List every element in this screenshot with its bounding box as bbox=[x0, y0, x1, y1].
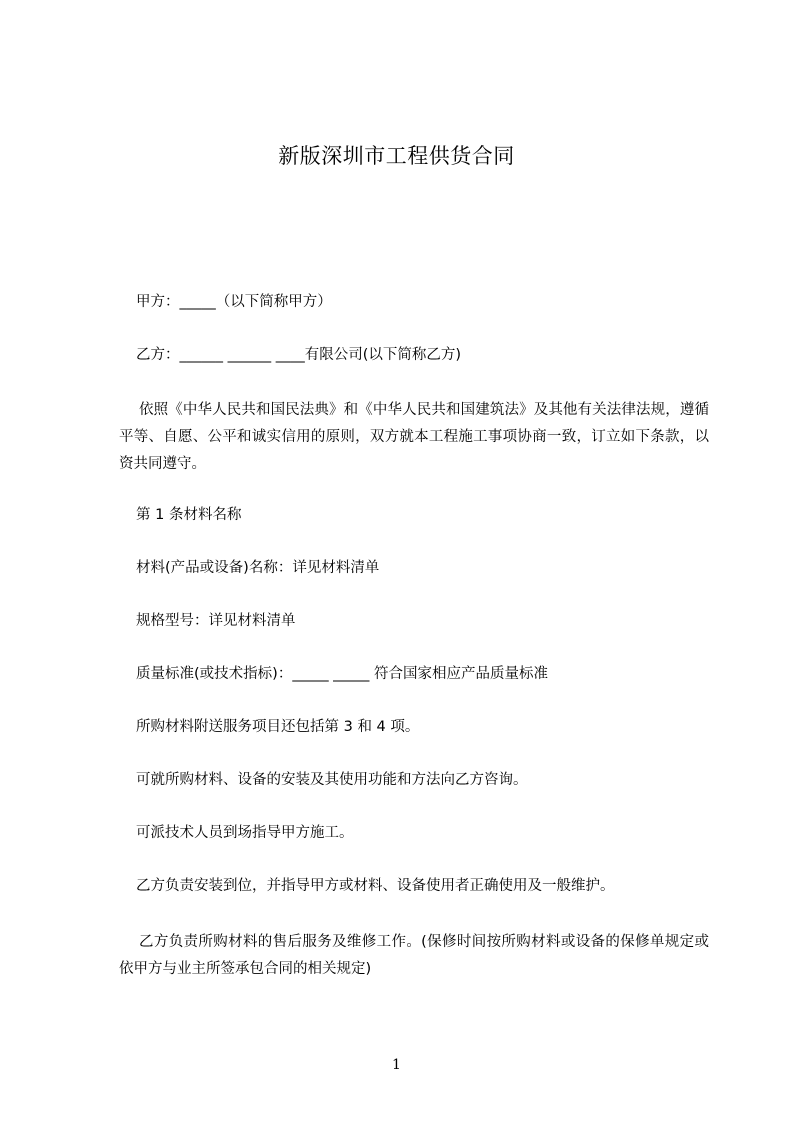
document-title: 新版深圳市工程供货合同 bbox=[278, 144, 515, 168]
article-1-heading: 第 1 条材料名称 bbox=[136, 507, 242, 523]
service-2-line: 可派技术人员到场指导甲方施工。 bbox=[136, 825, 354, 841]
service-3-line: 乙方负责安装到位，并指导甲方或材料、设备使用者正确使用及一般维护。 bbox=[136, 878, 615, 894]
page-number: 1 bbox=[392, 1057, 401, 1073]
preamble-paragraph: 依照《中华人民共和国民法典》和《中华人民共和国建筑法》及其他有关法律法规，遵循平等、自愿、公平和诚实信用的原则，双方就本工程施工事项协商一致，订立如下条款，以资共同遵守。 bbox=[119, 402, 709, 472]
quality-standard-line: 质量标准(或技术指标)：_____ _____ 符合国家相应产品质量标准 bbox=[136, 666, 549, 682]
party-a-line: 甲方：_____（以下简称甲方） bbox=[136, 294, 332, 310]
service-4-paragraph: 乙方负责所购材料的售后服务及维修工作。(保修时间按所购材料或设备的保修单规定或依甲方与业主所签承包合同的相关规定) bbox=[119, 934, 709, 977]
spec-model-line: 规格型号：详见材料清单 bbox=[136, 613, 296, 629]
service-items-line: 所购材料附送服务项目还包括第 3 和 4 项。 bbox=[136, 719, 420, 735]
service-1-line: 可就所购材料、设备的安装及其使用功能和方法向乙方咨询。 bbox=[136, 772, 528, 788]
party-b-line: 乙方：______ ______ ____有限公司(以下简称乙方) bbox=[136, 347, 462, 363]
material-name-line: 材料(产品或设备)名称：详见材料清单 bbox=[136, 560, 380, 576]
